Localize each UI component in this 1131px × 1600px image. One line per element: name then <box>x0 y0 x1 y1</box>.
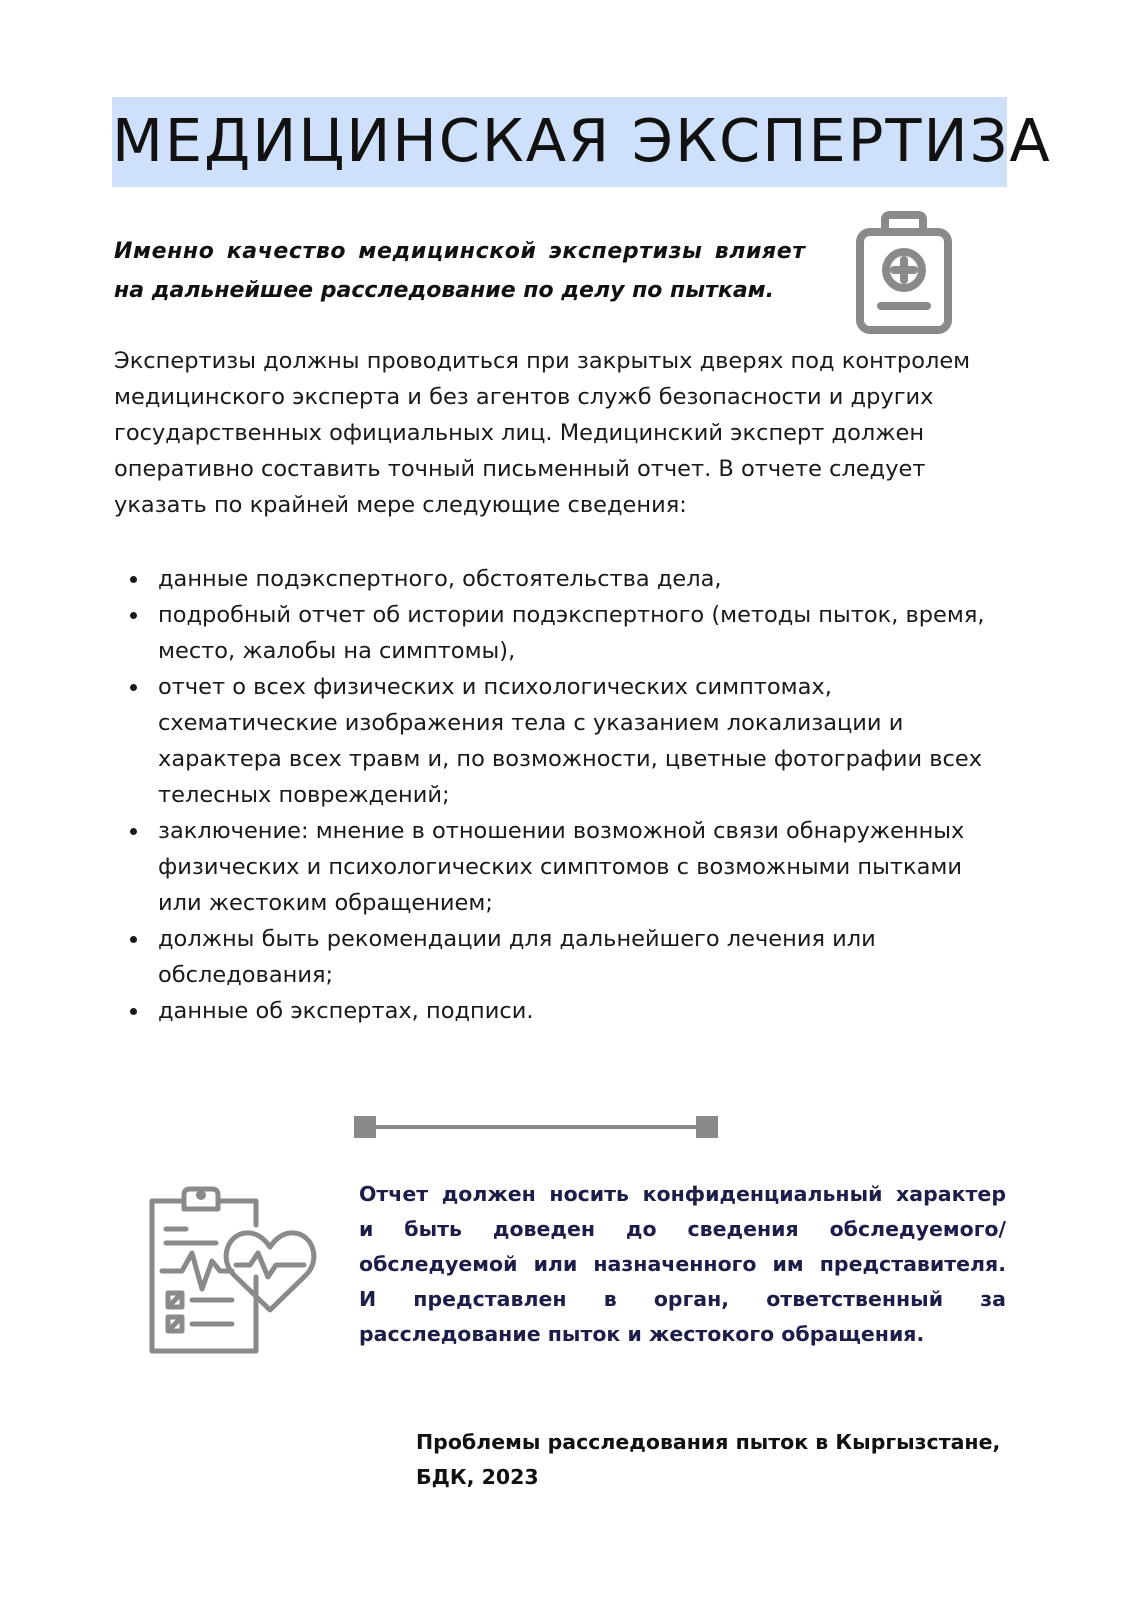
intro-paragraph <box>114 343 1014 523</box>
page-title: МЕДИЦИНСКАЯ ЭКСПЕРТИЗА <box>112 106 1052 175</box>
medical-report-heart-icon <box>146 1185 321 1355</box>
bullet-icon <box>130 828 137 835</box>
intro-line: оперативно составить точный письменный отчет. В отчете следует <box>114 456 926 482</box>
bullet-icon <box>130 1008 137 1015</box>
list-item-line: телесных повреждений; <box>158 782 450 808</box>
lead-line: на дальнейшее расследование по делу по пыткам. <box>114 278 775 303</box>
source-line: Проблемы расследования пыток в Кыргызстане, <box>416 1430 1001 1454</box>
note-line: и быть доведен до сведения обследуемого/ <box>359 1217 1006 1241</box>
note-line: расследование пыток и жестокого обращения. <box>359 1322 925 1346</box>
report-requirements-list <box>114 561 1014 1029</box>
list-item <box>114 669 1014 813</box>
list-item-line: обследования; <box>158 962 334 988</box>
list-item-line: отчет о всех физических и психологических симптомах, <box>158 674 832 700</box>
list-item-line: данные подэкспертного, обстоятельства дела, <box>158 566 722 592</box>
note-line: обследуемой или назначенного им представителя. <box>359 1252 1006 1276</box>
confidentiality-note <box>359 1177 1006 1352</box>
list-item-line: данные об экспертах, подписи. <box>158 998 534 1024</box>
intro-line: медицинского эксперта и без агентов служб безопасности и других <box>114 384 934 410</box>
lead-line: Именно качество медицинской экспертизы влияет <box>114 239 806 264</box>
intro-line: указать по крайней мере следующие сведения: <box>114 492 687 518</box>
list-item <box>114 561 1014 597</box>
intro-line: государственных официальных лиц. Медицинский эксперт должен <box>114 420 925 446</box>
bullet-icon <box>130 612 137 619</box>
list-item <box>114 597 1014 669</box>
list-item-line: характера всех травм и, по возможности, цветные фотографии всех <box>158 746 983 772</box>
medical-clipboard-icon <box>855 210 953 334</box>
bullet-icon <box>130 684 137 691</box>
note-line: Отчет должен носить конфиденциальный характер <box>359 1182 1006 1206</box>
list-item <box>114 813 1014 921</box>
note-line: И представлен в орган, ответственный за <box>359 1287 1006 1311</box>
bullet-icon <box>130 576 137 583</box>
list-item-line: схематические изображения тела с указанием локализации и <box>158 710 904 736</box>
list-item-line: или жестоким обращением; <box>158 890 493 916</box>
list-item-line: место, жалобы на симптомы), <box>158 638 516 664</box>
list-item <box>114 993 1014 1029</box>
list-item <box>114 921 1014 993</box>
bullet-icon <box>130 936 137 943</box>
title-highlight <box>112 97 1052 187</box>
lead-statement <box>114 232 814 310</box>
source-line: БДК, 2023 <box>416 1465 539 1489</box>
list-item-line: заключение: мнение в отношении возможной связи обнаруженных <box>158 818 965 844</box>
section-divider <box>354 1115 718 1139</box>
list-item-line: должны быть рекомендации для дальнейшего лечения или <box>158 926 876 952</box>
source-citation <box>416 1425 1016 1495</box>
list-item-line: подробный отчет об истории подэкспертного (методы пыток, время, <box>158 602 985 628</box>
list-item-line: физических и психологических симптомов с возможными пытками <box>158 854 962 880</box>
intro-line: Экспертизы должны проводиться при закрытых дверях под контролем <box>114 348 971 374</box>
